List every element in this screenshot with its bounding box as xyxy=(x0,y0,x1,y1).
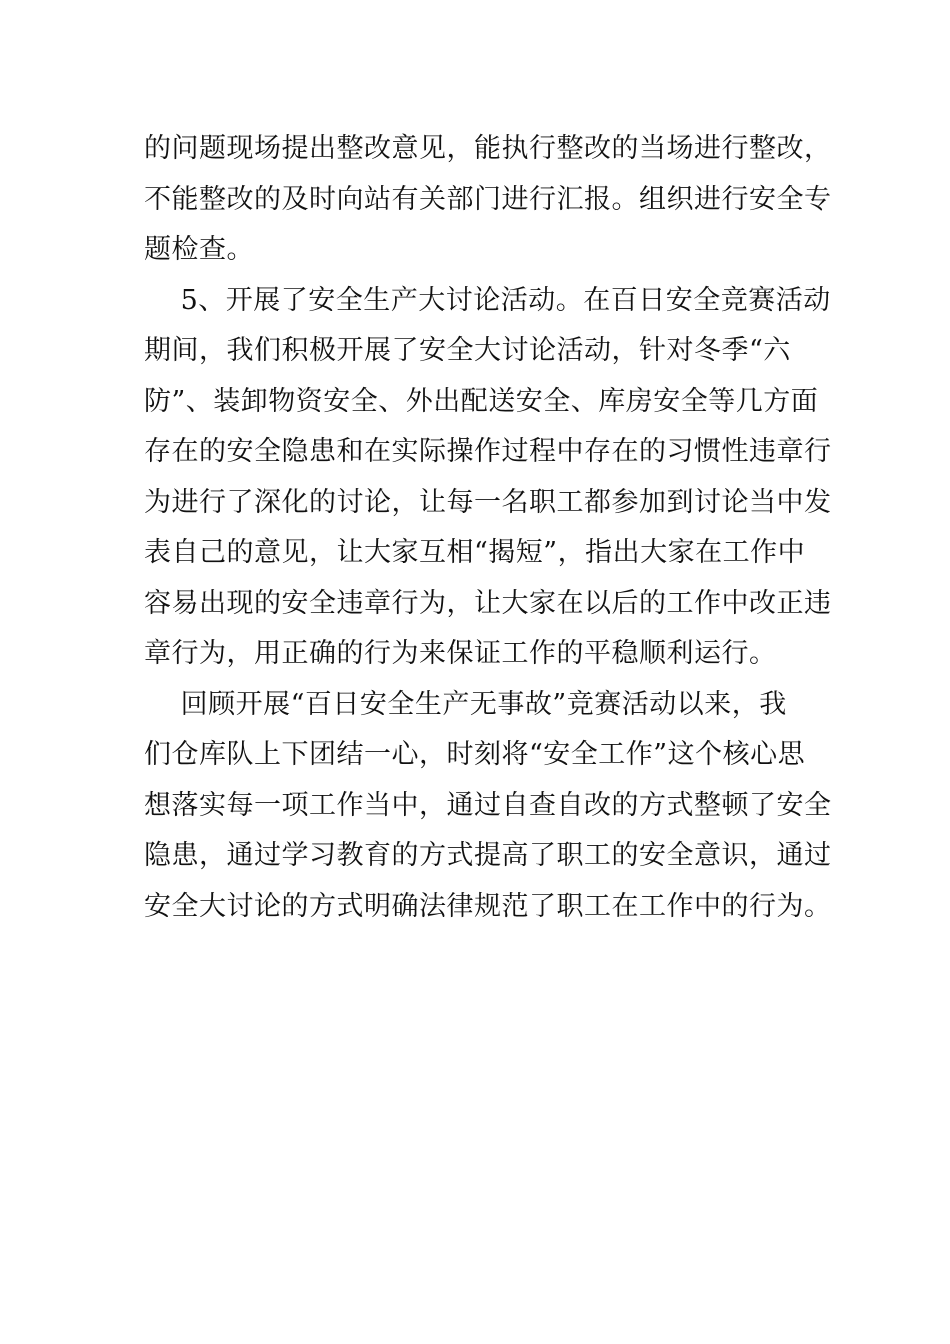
text-line: 表自己的意见，让大家互相“揭短”，指出大家在工作中 xyxy=(144,537,806,568)
text-line: 们仓库队上下团结一心，时刻将“安全工作”这个核心思 xyxy=(144,739,806,770)
text-line: 不能整改的及时向站有关部门进行汇报。组织进行安全专 xyxy=(144,183,832,215)
text-line: 为进行了深化的讨论，让每一名职工都参加到讨论当中发 xyxy=(144,486,832,518)
text-line: 章行为，用正确的行为来保证工作的平稳顺利运行。 xyxy=(144,638,777,669)
paragraph-discussion-activity xyxy=(144,276,832,680)
text-line: 想落实每一项工作当中，通过自查自改的方式整顿了安全 xyxy=(144,789,832,821)
document-body xyxy=(144,124,832,932)
text-line: 题检查。 xyxy=(144,234,254,265)
paragraph-continuation xyxy=(144,124,832,276)
text-line: 隐患，通过学习教育的方式提高了职工的安全意识，通过 xyxy=(144,840,832,871)
text-line: 容易出现的安全违章行为，让大家在以后的工作中改正违 xyxy=(144,587,832,619)
text-line: 的问题现场提出整改意见，能执行整改的当场进行整改， xyxy=(144,133,832,164)
text-line: 期间，我们积极开展了安全大讨论活动，针对冬季“六 xyxy=(144,335,791,366)
text-line: 防”、装卸物资安全、外出配送安全、库房安全等几方面 xyxy=(144,385,819,417)
text-line: 安全大讨论的方式明确法律规范了职工在工作中的行为。 xyxy=(144,890,832,922)
text-line: 存在的安全隐患和在实际操作过程中存在的习惯性违章行 xyxy=(144,436,832,467)
text-line: 回顾开展“百日安全生产无事故”竞赛活动以来，我 xyxy=(144,688,787,720)
paragraph-review-summary xyxy=(144,680,832,933)
text-line: 5、开展了安全生产大讨论活动。在百日安全竞赛活动 xyxy=(144,284,831,316)
